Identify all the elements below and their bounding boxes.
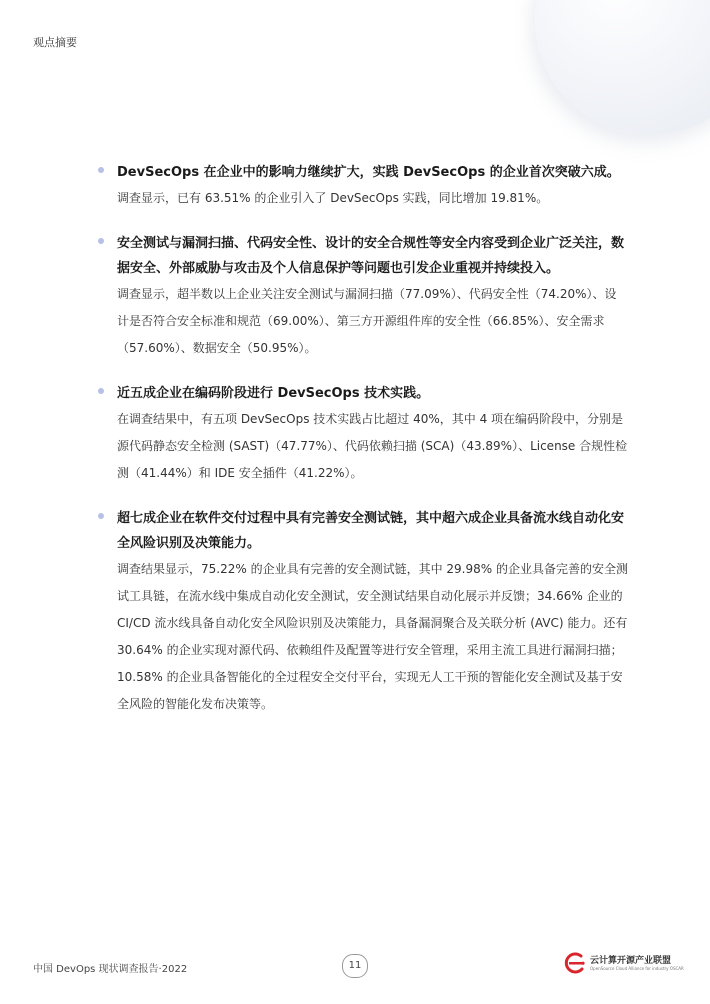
point-heading: 超七成企业在软件交付过程中具有完善安全测试链，其中超六成企业具备流水线自动化安全风险识别及决策能力。 <box>117 511 625 551</box>
summary-point <box>98 231 628 362</box>
summary-point <box>98 381 628 487</box>
summary-point <box>98 506 628 718</box>
point-heading: DevSecOps 在企业中的影响力继续扩大，实践 DevSecOps 的企业首次突破六成。 <box>117 165 620 180</box>
bullet-dot-icon <box>98 238 104 244</box>
point-body: 调查显示，已有 63.51% 的企业引入了 DevSecOps 实践，同比增加 19.81%。 <box>117 191 549 205</box>
point-body: 调查结果显示，75.22% 的企业具有完善的安全测试链，其中 29.98% 的企业具备完善的安全测试工具链，在流水线中集成自动化安全测试，安全测试结果自动化展示并反馈；34.66% 企业的 CI/CD 流水线具备自动化安全风险识别及决策能力，具备漏洞聚合及关联分析 (AVC) 能力。还有 30.64% 的企业实现对源代码、依赖组件及配置等进行安全管理，采用主流工具进行漏洞扫描；10.58% 的企业具备智能化的全过程安全交付平台，实现无人工干预的智能化安全测试及基于安全风险的智能化发布决策等。 <box>117 562 628 711</box>
page-number: 11 <box>342 954 368 978</box>
point-heading: 近五成企业在编码阶段进行 DevSecOps 技术实践。 <box>117 386 430 401</box>
bullet-dot-icon <box>98 167 104 173</box>
section-title: 观点摘要 <box>33 36 77 49</box>
summary-point <box>98 160 628 212</box>
decorative-circle <box>535 0 710 135</box>
oscar-logo-icon <box>563 951 587 975</box>
point-body: 调查显示，超半数以上企业关注安全测试与漏洞扫描（77.09%）、代码安全性（74.20%）、设计是否符合安全标准和规范（69.00%）、第三方开源组件库的安全性（66.85%）、安全需求（57.60%）、数据安全（50.95%）。 <box>117 287 617 355</box>
bullet-dot-icon <box>98 513 104 519</box>
report-title: 中国 DevOps 现状调查报告·2022 <box>33 964 188 975</box>
point-body: 在调查结果中，有五项 DevSecOps 技术实践占比超过 40%，其中 4 项在编码阶段中，分别是源代码静态安全检测 (SAST)（47.77%）、代码依赖扫描 (SCA)（43.89%）、License 合规性检测（41.44%）和 IDE 安全插件（41.22%）。 <box>117 412 628 480</box>
oscar-logo <box>563 951 683 981</box>
summary-list <box>98 160 628 737</box>
bullet-dot-icon <box>98 388 104 394</box>
logo-en-text: OpenSource Cloud Alliance for industry OSCAR <box>590 966 684 971</box>
point-heading: 安全测试与漏洞扫描、代码安全性、设计的安全合规性等安全内容受到企业广泛关注，数据安全、外部威胁与攻击及个人信息保护等问题也引发企业重视并持续投入。 <box>117 236 625 276</box>
logo-cn-text: 云计算开源产业联盟 <box>590 956 672 966</box>
